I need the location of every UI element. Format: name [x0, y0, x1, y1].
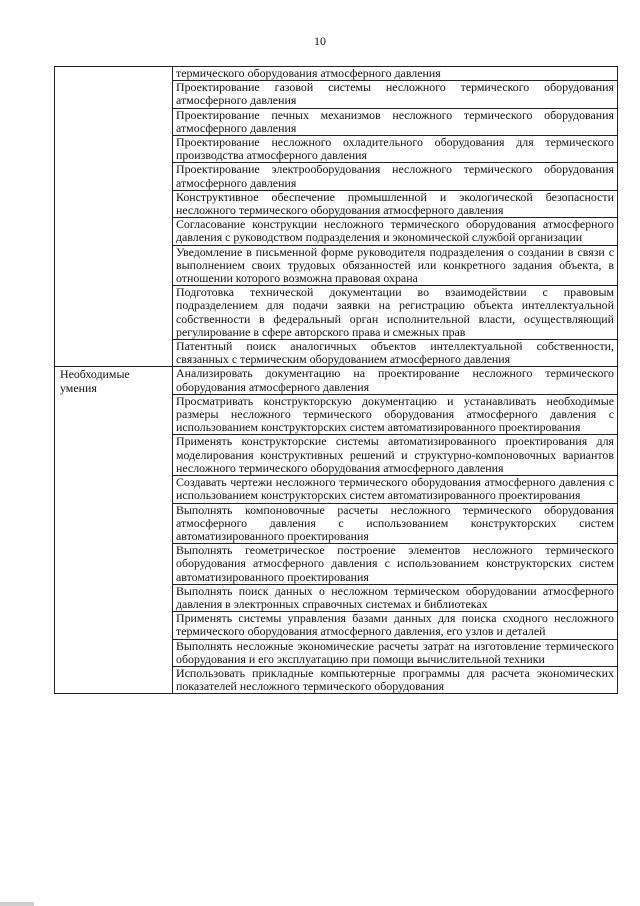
group-label	[58, 67, 169, 69]
page-number: 10	[314, 34, 326, 48]
table-cell: Проектирование газовой системы несложного термического оборудования атмосферного давления	[173, 81, 618, 108]
table-cell: Патентный поиск аналогичных объектов интеллектуальной собственности, связанных с термическим оборудованием атмосферного давления	[173, 340, 618, 367]
table-cell: Создавать чертежи несложного термического оборудования атмосферного давления с использованием конструкторских систем автоматизированного проектирования	[173, 476, 618, 503]
scan-mark	[0, 902, 34, 906]
table-cell: термического оборудования атмосферного давления	[173, 67, 618, 81]
table-cell: Выполнять геометрическое построение элементов несложного термического оборудования атмосферного давления с использованием конструкторских систем автоматизированного проектирования	[173, 544, 618, 585]
table-cell: Применять системы управления базами данных для поиска сходного несложного термического оборудования атмосферного давления, его узлов и деталей	[173, 612, 618, 639]
table-cell: Проектирование электрооборудования несложного термического оборудования атмосферного давления	[173, 163, 618, 190]
group-label-necessary-skills: Необходимые умения	[60, 367, 130, 395]
group-label-cell	[55, 367, 173, 694]
table-row	[55, 67, 618, 81]
group-label-cell	[55, 67, 173, 367]
table-cell: Анализировать документацию на проектирование несложного термического оборудования атмосферного давления	[173, 367, 618, 394]
table-cell: Подготовка технической документации во взаимодействии с правовым подразделением для подачи заявки на регистрацию объекта интеллектуальной собственности в федеральный орган исполнительной власти, осуществляющий регулирование в сфере авторского права и смежных прав	[173, 286, 618, 340]
table-cell: Уведомление в письменной форме руководителя подразделения о создании в связи с выполнением своих трудовых обязанностей или конкретного задания объекта, в отношении которого возможна правовая охрана	[173, 245, 618, 286]
table-cell: Проектирование печных механизмов несложного термического оборудования атмосферного давления	[173, 108, 618, 135]
table-cell: Проектирование несложного охладительного оборудования для термического производства атмосферного давления	[173, 136, 618, 163]
table-cell: Просматривать конструкторскую документацию и устанавливать необходимые размеры несложного термического оборудования атмосферного давления с использованием конструкторских систем автоматизированного проектирования	[173, 394, 618, 435]
table-row	[55, 367, 618, 394]
table-cell: Выполнять компоновочные расчеты несложного термического оборудования атмосферного давления с использованием конструкторских систем автоматизированного проектирования	[173, 503, 618, 544]
table-cell: Выполнять поиск данных о несложном термическом оборудовании атмосферного давления в электронных справочных системах и библиотеках	[173, 584, 618, 611]
table-cell: Использовать прикладные компьютерные программы для расчета экономических показателей несложного термического оборудования	[173, 666, 618, 693]
table-cell: Конструктивное обеспечение промышленной и экологической безопасности несложного термического оборудования атмосферного давления	[173, 190, 618, 217]
table-cell: Применять конструкторские системы автоматизированного проектирования для моделирования конструктивных решений и структурно-компоновочных вариантов несложного термического оборудования атмосферного давления	[173, 435, 618, 476]
table-cell: Согласование конструкции несложного термического оборудования атмосферного давления с руководством подразделения и экономической службой организации	[173, 218, 618, 245]
table-cell: Выполнять несложные экономические расчеты затрат на изготовление термического оборудования и его эксплуатацию при помощи вычислительной техники	[173, 639, 618, 666]
requirements-table	[54, 66, 618, 694]
